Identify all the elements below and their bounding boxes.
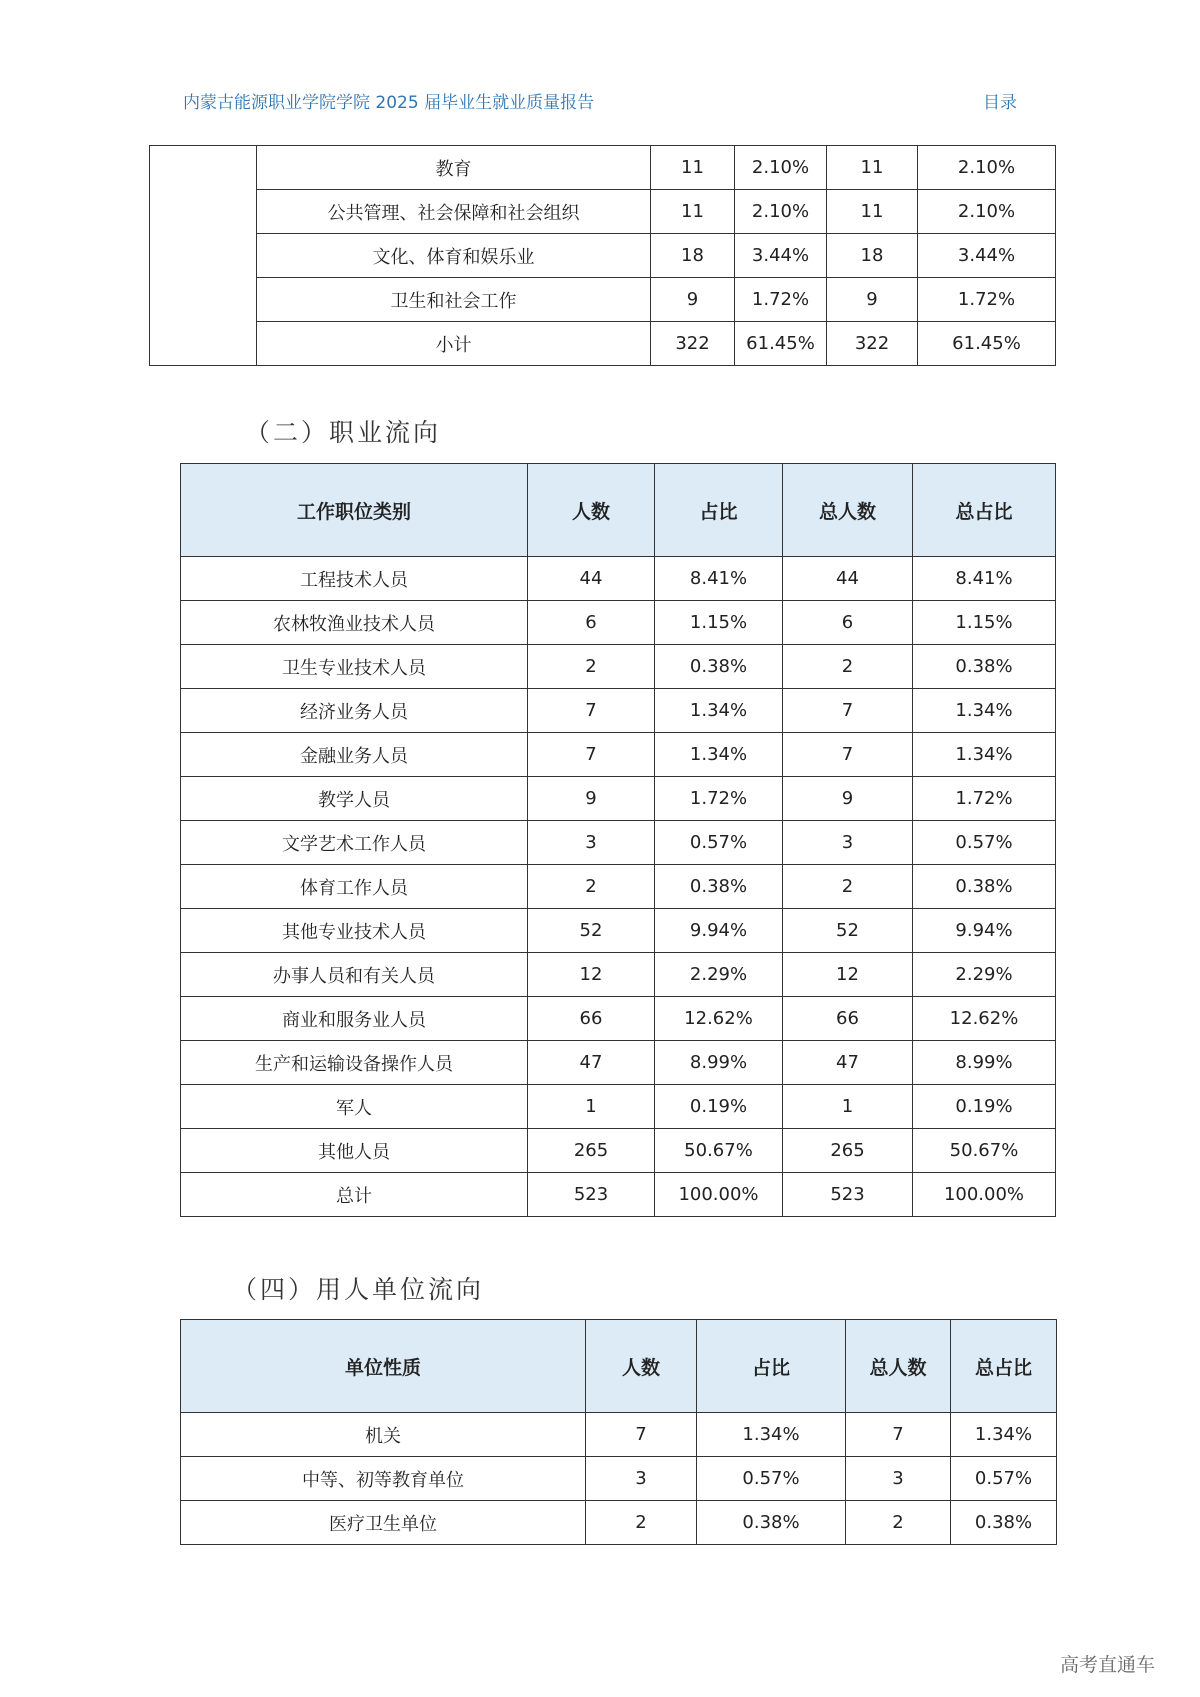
ratio-cell: 50.67% <box>655 1129 783 1173</box>
total-ratio-cell: 1.15% <box>913 601 1056 645</box>
count-cell: 44 <box>528 557 655 601</box>
ratio-cell: 100.00% <box>655 1173 783 1217</box>
total-count-cell: 3 <box>846 1457 951 1501</box>
ratio-cell: 1.34% <box>697 1413 846 1457</box>
total-count-cell: 11 <box>827 146 918 190</box>
count-cell: 7 <box>586 1413 697 1457</box>
count-cell: 66 <box>528 997 655 1041</box>
count-cell: 3 <box>528 821 655 865</box>
table-row <box>181 1501 1057 1545</box>
ratio-cell: 12.62% <box>655 997 783 1041</box>
total-ratio-cell: 50.67% <box>913 1129 1056 1173</box>
column-header: 总人数 <box>783 464 913 557</box>
column-header: 总占比 <box>913 464 1056 557</box>
industry-name: 文化、体育和娱乐业 <box>257 234 651 278</box>
row-label: 总计 <box>181 1173 528 1217</box>
table-row <box>150 278 1056 322</box>
column-header: 工作职位类别 <box>181 464 528 557</box>
ratio-cell: 0.38% <box>655 645 783 689</box>
ratio-cell: 61.45% <box>735 322 827 366</box>
total-count-cell: 265 <box>783 1129 913 1173</box>
table-row <box>181 1085 1056 1129</box>
total-ratio-cell: 1.34% <box>951 1413 1057 1457</box>
total-count-cell: 2 <box>846 1501 951 1545</box>
table-row <box>181 1129 1056 1173</box>
count-cell: 9 <box>651 278 735 322</box>
ratio-cell: 2.29% <box>655 953 783 997</box>
row-label: 教学人员 <box>181 777 528 821</box>
occupation-table <box>180 463 1056 1217</box>
total-ratio-cell: 0.57% <box>913 821 1056 865</box>
total-count-cell: 44 <box>783 557 913 601</box>
table-row <box>181 865 1056 909</box>
ratio-cell: 1.34% <box>655 733 783 777</box>
count-cell: 47 <box>528 1041 655 1085</box>
total-count-cell: 7 <box>783 689 913 733</box>
industry-name: 小计 <box>257 322 651 366</box>
total-ratio-cell: 8.99% <box>913 1041 1056 1085</box>
row-label: 其他专业技术人员 <box>181 909 528 953</box>
table-row <box>181 689 1056 733</box>
table-row <box>181 733 1056 777</box>
table-row <box>181 601 1056 645</box>
column-header: 总人数 <box>846 1320 951 1413</box>
row-label: 农林牧渔业技术人员 <box>181 601 528 645</box>
table-row <box>181 557 1056 601</box>
row-label: 金融业务人员 <box>181 733 528 777</box>
count-cell: 11 <box>651 190 735 234</box>
column-header: 单位性质 <box>181 1320 586 1413</box>
total-ratio-cell: 1.72% <box>913 777 1056 821</box>
section-title-occupation: （二）职业流向 <box>245 418 442 447</box>
total-count-cell: 2 <box>783 645 913 689</box>
row-label: 生产和运输设备操作人员 <box>181 1041 528 1085</box>
count-cell: 18 <box>651 234 735 278</box>
table-row <box>181 1413 1057 1457</box>
report-title: 内蒙古能源职业学院学院 2025 届毕业生就业质量报告 <box>183 93 595 113</box>
total-count-cell: 322 <box>827 322 918 366</box>
row-label: 体育工作人员 <box>181 865 528 909</box>
row-label: 其他人员 <box>181 1129 528 1173</box>
row-label: 医疗卫生单位 <box>181 1501 586 1545</box>
total-count-cell: 1 <box>783 1085 913 1129</box>
total-count-cell: 7 <box>846 1413 951 1457</box>
table-row <box>150 146 1056 190</box>
toc-link[interactable]: 目录 <box>983 93 1017 113</box>
total-count-cell: 66 <box>783 997 913 1041</box>
table-row <box>150 190 1056 234</box>
total-count-cell: 6 <box>783 601 913 645</box>
count-cell: 7 <box>528 689 655 733</box>
table-row <box>150 234 1056 278</box>
row-label: 办事人员和有关人员 <box>181 953 528 997</box>
count-cell: 523 <box>528 1173 655 1217</box>
row-label: 中等、初等教育单位 <box>181 1457 586 1501</box>
ratio-cell: 0.57% <box>655 821 783 865</box>
row-label: 机关 <box>181 1413 586 1457</box>
ratio-cell: 9.94% <box>655 909 783 953</box>
total-ratio-cell: 3.44% <box>918 234 1056 278</box>
total-count-cell: 7 <box>783 733 913 777</box>
ratio-cell: 1.72% <box>655 777 783 821</box>
row-label: 文学艺术工作人员 <box>181 821 528 865</box>
industry-name: 卫生和社会工作 <box>257 278 651 322</box>
count-cell: 2 <box>528 865 655 909</box>
ratio-cell: 0.57% <box>697 1457 846 1501</box>
total-ratio-cell: 12.62% <box>913 997 1056 1041</box>
subtotal-row <box>150 322 1056 366</box>
count-cell: 12 <box>528 953 655 997</box>
watermark: 高考直通车 <box>1060 1654 1156 1676</box>
total-ratio-cell: 1.34% <box>913 689 1056 733</box>
count-cell: 1 <box>528 1085 655 1129</box>
table-header-row <box>181 464 1056 557</box>
total-count-cell: 2 <box>783 865 913 909</box>
total-count-cell: 11 <box>827 190 918 234</box>
total-ratio-cell: 2.10% <box>918 190 1056 234</box>
industry-name: 教育 <box>257 146 651 190</box>
column-header: 人数 <box>528 464 655 557</box>
table-row <box>181 997 1056 1041</box>
ratio-cell: 3.44% <box>735 234 827 278</box>
ratio-cell: 2.10% <box>735 190 827 234</box>
total-ratio-cell: 0.38% <box>951 1501 1057 1545</box>
total-ratio-cell: 2.10% <box>918 146 1056 190</box>
table-row <box>181 953 1056 997</box>
total-count-cell: 9 <box>827 278 918 322</box>
industry-name: 公共管理、社会保障和社会组织 <box>257 190 651 234</box>
column-header: 人数 <box>586 1320 697 1413</box>
count-cell: 3 <box>586 1457 697 1501</box>
ratio-cell: 0.19% <box>655 1085 783 1129</box>
total-count-cell: 47 <box>783 1041 913 1085</box>
ratio-cell: 0.38% <box>655 865 783 909</box>
employer-table <box>180 1319 1057 1545</box>
table-row <box>181 1457 1057 1501</box>
merged-category-cell <box>150 146 257 366</box>
table-row <box>181 1041 1056 1085</box>
total-count-cell: 9 <box>783 777 913 821</box>
table-row <box>181 821 1056 865</box>
total-ratio-cell: 8.41% <box>913 557 1056 601</box>
ratio-cell: 2.10% <box>735 146 827 190</box>
total-ratio-cell: 61.45% <box>918 322 1056 366</box>
section-title-employer: （四）用人单位流向 <box>232 1275 485 1304</box>
total-ratio-cell: 100.00% <box>913 1173 1056 1217</box>
table-row <box>181 909 1056 953</box>
count-cell: 6 <box>528 601 655 645</box>
count-cell: 322 <box>651 322 735 366</box>
column-header: 占比 <box>697 1320 846 1413</box>
total-count-cell: 52 <box>783 909 913 953</box>
row-label: 商业和服务业人员 <box>181 997 528 1041</box>
ratio-cell: 8.99% <box>655 1041 783 1085</box>
total-ratio-cell: 0.38% <box>913 865 1056 909</box>
total-ratio-cell: 0.19% <box>913 1085 1056 1129</box>
ratio-cell: 1.72% <box>735 278 827 322</box>
total-ratio-cell: 9.94% <box>913 909 1056 953</box>
ratio-cell: 1.15% <box>655 601 783 645</box>
ratio-cell: 1.34% <box>655 689 783 733</box>
total-count-cell: 18 <box>827 234 918 278</box>
industry-table <box>149 145 1056 366</box>
table-row <box>181 777 1056 821</box>
ratio-cell: 0.38% <box>697 1501 846 1545</box>
count-cell: 52 <box>528 909 655 953</box>
row-label: 经济业务人员 <box>181 689 528 733</box>
row-label: 工程技术人员 <box>181 557 528 601</box>
count-cell: 2 <box>586 1501 697 1545</box>
table-row <box>181 1173 1056 1217</box>
row-label: 卫生专业技术人员 <box>181 645 528 689</box>
column-header: 总占比 <box>951 1320 1057 1413</box>
row-label: 军人 <box>181 1085 528 1129</box>
table-row <box>181 645 1056 689</box>
total-ratio-cell: 0.57% <box>951 1457 1057 1501</box>
total-ratio-cell: 1.72% <box>918 278 1056 322</box>
total-ratio-cell: 1.34% <box>913 733 1056 777</box>
count-cell: 265 <box>528 1129 655 1173</box>
total-count-cell: 3 <box>783 821 913 865</box>
total-ratio-cell: 0.38% <box>913 645 1056 689</box>
count-cell: 9 <box>528 777 655 821</box>
total-ratio-cell: 2.29% <box>913 953 1056 997</box>
ratio-cell: 8.41% <box>655 557 783 601</box>
table-header-row <box>181 1320 1057 1413</box>
count-cell: 2 <box>528 645 655 689</box>
count-cell: 7 <box>528 733 655 777</box>
total-count-cell: 12 <box>783 953 913 997</box>
column-header: 占比 <box>655 464 783 557</box>
total-count-cell: 523 <box>783 1173 913 1217</box>
count-cell: 11 <box>651 146 735 190</box>
